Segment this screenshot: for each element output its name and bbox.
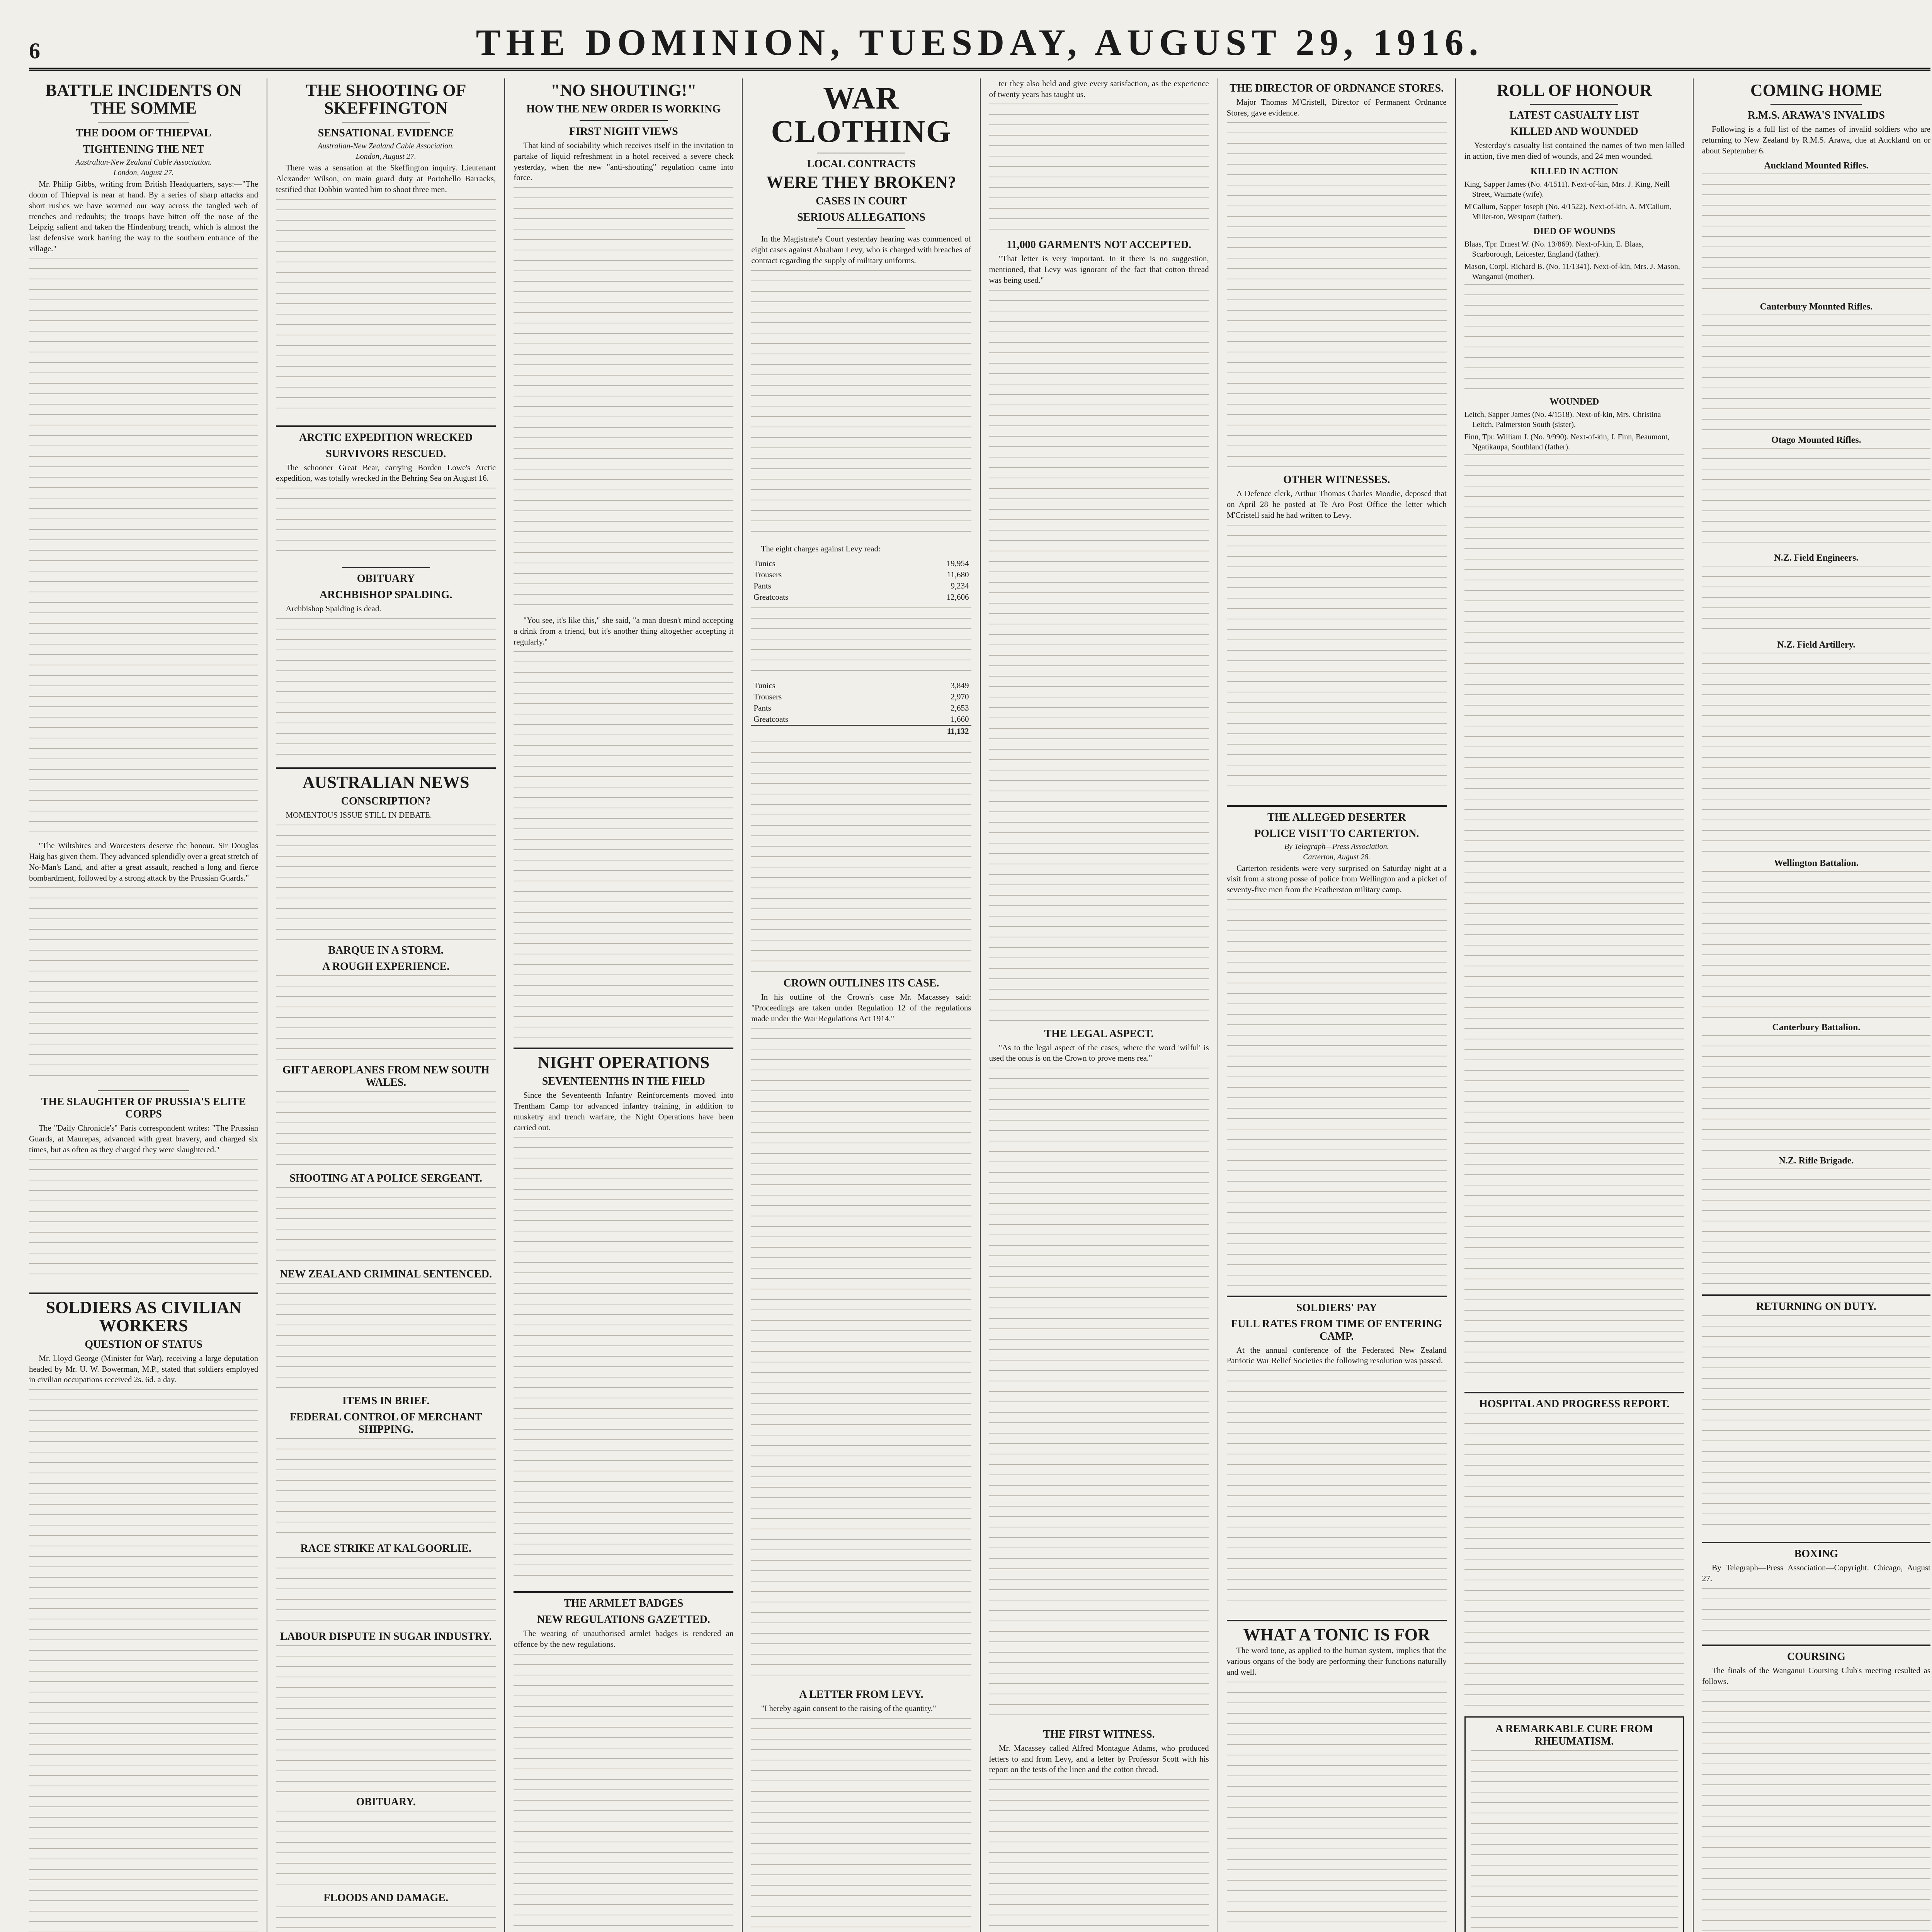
unit-heading: Otago Mounted Rifles. xyxy=(1771,435,1861,446)
article-night-operations xyxy=(514,1048,733,1581)
article-subhead: NEW REGULATIONS GAZETTED. xyxy=(537,1614,710,1626)
article-subhead: A ROUGH EXPERIENCE. xyxy=(322,960,450,973)
unit-heading: N.Z. Field Artillery. xyxy=(1777,640,1855,650)
body-text-block xyxy=(276,1557,496,1627)
roll-list-died xyxy=(1464,239,1684,282)
article-paragraph: Yesterday's casualty list contained the names of two men killed in action, five men died of wounds, and 24 men wounded. xyxy=(1464,141,1684,161)
column-8 xyxy=(1693,78,1930,1932)
table-row xyxy=(751,691,971,702)
article-paragraph: Archbishop Spalding is dead. xyxy=(286,604,381,613)
article-alleged-deserter xyxy=(1227,805,1447,1286)
body-text-block xyxy=(1464,454,1684,1382)
article-soldiers-civilian xyxy=(29,1293,258,1932)
article-subhead: SEVENTEENTHS IN THE FIELD xyxy=(542,1075,705,1088)
body-text-block xyxy=(29,258,258,837)
roll-section-title: KILLED IN ACTION xyxy=(1530,166,1618,177)
article-subhead: FLOODS AND DAMAGE. xyxy=(323,1891,449,1904)
article-subhead: ARCHBISHOP SPALDING. xyxy=(320,588,452,601)
garment-quantity: 19,954 xyxy=(946,559,969,568)
body-text-block xyxy=(276,488,496,557)
article-subhead: SURVIVORS RESCUED. xyxy=(326,447,446,460)
body-text-block xyxy=(276,1438,496,1539)
garment-name: Tunics xyxy=(753,681,776,690)
article-obituary xyxy=(276,567,496,757)
unit-heading: Canterbury Battalion. xyxy=(1772,1022,1861,1033)
divider xyxy=(1464,1392,1684,1393)
table-row xyxy=(751,680,971,691)
body-text-block xyxy=(751,1028,971,1685)
article-subhead: TIGHTENING THE NET xyxy=(83,143,204,156)
article-headline: AUSTRALIAN NEWS xyxy=(302,772,469,792)
body-text-block xyxy=(1227,899,1447,1286)
body-text-block xyxy=(514,1654,733,1932)
article-subhead: 11,000 GARMENTS NOT ACCEPTED. xyxy=(1007,239,1191,251)
list-item: King, Sapper James (No. 4/1511). Next-of-kin, Mrs. J. King, Neill Street, Waimate (wife). xyxy=(1464,180,1670,199)
body-text-block xyxy=(1227,525,1447,795)
garment-quantity: 3,849 xyxy=(951,681,969,690)
body-text-block xyxy=(751,607,971,677)
roll-list-killed xyxy=(1464,179,1684,222)
table-row xyxy=(751,558,971,569)
article-paragraph: Mr. Lloyd George (Minister for War), receiving a large deputation headed by Mr. U. W. Bowerman, M.P., stated that soldiers employed in civilian occupations received 2s. 6d. a day. xyxy=(29,1353,259,1384)
body-text-block xyxy=(1471,1750,1678,1928)
article-subhead: HOSPITAL AND PROGRESS REPORT. xyxy=(1479,1398,1670,1410)
article-subhead: OBITUARY. xyxy=(356,1796,416,1808)
garment-name: Greatcoats xyxy=(753,714,789,724)
garment-name: Pants xyxy=(753,581,771,591)
column-7 xyxy=(1455,78,1693,1932)
article-subhead: ITEMS IN BRIEF. xyxy=(342,1395,430,1407)
article-war-clothing-cont xyxy=(989,78,1209,1932)
article-subhead: BARQUE IN A STORM. xyxy=(328,944,444,956)
article-paragraph: The "Daily Chronicle's" Paris correspondent writes: "The Prussian Guards, at Maurepas, advanced with great bravery, and charged six times, but as often as they charged they were slaughtered." xyxy=(29,1123,259,1154)
article-paragraph: "You see, it's like this," she said, "a man doesn't mind accepting a drink from a friend, but it's another thing altogether accepting it regularly." xyxy=(514,616,734,646)
article-headline: SOLDIERS' PAY xyxy=(1296,1301,1377,1314)
article-paragraph: The schooner Great Bear, carrying Borden Lowe's Arctic expedition, was totally wrecked in the Behring Sea on August 16. xyxy=(276,463,496,483)
body-text-block xyxy=(276,1906,496,1932)
column-6 xyxy=(1218,78,1455,1932)
article-paragraph: Mr. Philip Gibbs, writing from British Headquarters, says:—"The doom of Thiepval is near at hand. By a series of sharp attacks and short rushes we have wormed our way across the tangled web of trenches and redoubts; the troops have bitten off the nose of the Leipzig salient and taken the Hindenburg trench, which is almost the last defensive work barring the way to the southern entrance of the village." xyxy=(29,179,259,253)
article-skeffington xyxy=(276,82,496,415)
article-subhead: NEW ZEALAND CRIMINAL SENTENCED. xyxy=(280,1268,492,1280)
column-5 xyxy=(980,78,1218,1932)
roll-section-title: WOUNDED xyxy=(1549,396,1599,407)
unit-heading: Auckland Mounted Rifles. xyxy=(1764,161,1869,171)
article-headline: COURSING xyxy=(1787,1650,1845,1663)
garment-name: Pants xyxy=(753,703,771,713)
article-paragraph: ter they also held and give every satisfaction, as the experience of twenty years has taught us. xyxy=(989,79,1209,99)
body-text-block xyxy=(1702,653,1930,854)
article-paragraph: The wearing of unauthorised armlet badges is rendered an offence by the new regulations. xyxy=(514,1629,734,1649)
article-paragraph: "As to the legal aspect of the cases, where the word 'wilful' is used the onus is on the Crown to prove mens rea." xyxy=(989,1043,1209,1063)
article-paragraph: "That letter is very important. In it there is no suggestion, mentioned, that Levy was ignorant of the fact that cotton thread was being used." xyxy=(989,254,1209,285)
article-soldiers-pay xyxy=(1227,1296,1447,1610)
table-total-row xyxy=(751,725,971,737)
article-subhead: GIFT AEROPLANES FROM NEW SOUTH WALES. xyxy=(282,1064,490,1088)
newspaper-title: THE DOMINION, TUESDAY, AUGUST 29, 1916. xyxy=(476,22,1484,63)
article-headline: BATTLE INCIDENTS ON THE SOMME xyxy=(45,81,242,118)
body-text-block xyxy=(989,1779,1209,1932)
article-headline: "NO SHOUTING!" xyxy=(550,81,697,100)
body-text-block xyxy=(1464,284,1684,392)
body-text-block xyxy=(1702,1035,1930,1151)
table-row xyxy=(751,580,971,592)
body-text-block xyxy=(514,651,733,1037)
body-text-block xyxy=(29,1159,258,1282)
garment-quantity: 2,970 xyxy=(951,692,969,702)
column-1 xyxy=(29,78,267,1932)
divider xyxy=(276,767,496,769)
article-paragraph: Following is a full list of the names of invalid soldiers who are returning to New Zealand by R.M.S. Arawa, due at Auckland on or about September 6. xyxy=(1702,124,1930,155)
credit-line: Australian-New Zealand Cable Association. xyxy=(318,142,454,151)
article-subhead: R.M.S. ARAWA'S INVALIDS xyxy=(1747,109,1885,122)
body-text-block xyxy=(276,1645,496,1792)
body-text-block xyxy=(1227,122,1447,470)
body-text-block xyxy=(514,187,733,612)
article-war-clothing-cont-2 xyxy=(1227,82,1447,795)
article-hospital-report xyxy=(1464,1392,1684,1706)
divider xyxy=(98,1090,189,1091)
garment-name: Trousers xyxy=(753,692,782,702)
article-headline: BOXING xyxy=(1794,1548,1838,1560)
body-text-block xyxy=(276,1811,496,1888)
article-headline: COMING HOME xyxy=(1750,81,1882,100)
divider xyxy=(342,567,430,568)
body-text-block xyxy=(751,742,971,973)
list-item: Leitch, Sapper James (No. 4/1518). Next-of-kin, Mrs. Christina Leitch, Palmerston South (sister). xyxy=(1464,410,1661,429)
body-text-block xyxy=(989,1068,1209,1725)
article-headline: OBITUARY xyxy=(357,572,415,585)
body-text-block xyxy=(1702,1315,1930,1532)
body-text-block xyxy=(514,1137,733,1581)
garment-table-body xyxy=(751,680,971,725)
article-subhead: RACE STRIKE AT KALGOORLIE. xyxy=(300,1542,471,1554)
article-subhead: THE DIRECTOR OF ORDNANCE STORES. xyxy=(1230,82,1444,94)
article-paragraph: "The Wiltshires and Worcesters deserve the honour. Sir Douglas Haig has given them. They advanced splendidly over a great stretch of No-Man's Land, and after a great assault, reached a long and fierce bombardment, followed by a strong attack by the Prussian Guards." xyxy=(29,841,259,883)
divider xyxy=(514,1591,733,1593)
roll-section-title: DIED OF WOUNDS xyxy=(1533,226,1616,236)
article-armlet-badges xyxy=(514,1591,733,1932)
article-paragraph: Carterton residents were very surprised on Saturday night at a visit from a strong posse of police from Wellington and a picket of seventy-five men from the Featherston military camp. xyxy=(1226,863,1447,895)
article-subhead: FULL RATES FROM TIME OF ENTERING CAMP. xyxy=(1231,1318,1442,1342)
body-text-block xyxy=(276,825,496,940)
column-3 xyxy=(504,78,742,1932)
credit-line: By Telegraph—Press Association. xyxy=(1284,842,1389,851)
unit-heading: N.Z. Field Engineers. xyxy=(1774,553,1859,563)
list-item: Finn, Tpr. William J. (No. 9/990). Next-of-kin, J. Finn, Beaumont, Ngatikaupa, Southland (father). xyxy=(1464,432,1670,451)
divider xyxy=(1227,1620,1447,1621)
divider xyxy=(514,1048,733,1049)
article-subhead: THE DOOM OF THIEPVAL xyxy=(76,127,211,139)
body-text-block xyxy=(751,270,971,541)
unit-heading: N.Z. Rifle Brigade. xyxy=(1779,1156,1854,1166)
body-text-block xyxy=(989,104,1209,235)
unit-heading: Wellington Battalion. xyxy=(1774,858,1859,869)
garment-quantity: 2,653 xyxy=(951,703,969,713)
garment-table-body xyxy=(751,558,971,603)
divider xyxy=(1530,104,1618,105)
columns-grid xyxy=(29,78,1930,1932)
table-row xyxy=(751,714,971,725)
divider xyxy=(1770,104,1862,105)
article-subhead: CASES IN COURT xyxy=(816,195,907,207)
article-subhead: FIRST NIGHT VIEWS xyxy=(569,126,678,138)
body-text-block xyxy=(276,618,496,757)
list-item: Mason, Corpl. Richard B. (No. 11/1341). Next-of-kin, Mrs. J. Mason, Wanganui (mother). xyxy=(1464,262,1680,281)
article-headline: ROLL OF HONOUR xyxy=(1497,81,1652,100)
article-subhead: SERIOUS ALLEGATIONS xyxy=(797,211,925,224)
article-paragraph: At the annual conference of the Federated New Zealand Patriotic War Relief Societies the following resolution was passed. xyxy=(1226,1345,1447,1366)
article-paragraph: The word tone, as applied to the human system, implies that the various organs of the body are performing their functions naturally and well. xyxy=(1226,1646,1447,1677)
article-subhead: CROWN OUTLINES ITS CASE. xyxy=(783,977,939,990)
article-paragraph: "I hereby again consent to the raising of the quantity." xyxy=(761,1704,936,1713)
divider xyxy=(1702,1294,1930,1296)
garment-quantity: 9,234 xyxy=(951,581,969,591)
article-tonic xyxy=(1227,1620,1447,1932)
article-paragraph: A Defence clerk, Arthur Thomas Charles Moodie, deposed that on April 28 he posted at Te Aro Post Office the letter which M'Cristell said he had written to Levy. xyxy=(1226,489,1447,520)
article-paragraph: MOMENTOUS ISSUE STILL IN DEBATE. xyxy=(286,810,432,820)
article-headline-secondary: WERE THEY BROKEN? xyxy=(766,173,956,192)
body-text-block xyxy=(1702,315,1930,430)
article-subhead: SHOOTING AT A POLICE SERGEANT. xyxy=(289,1172,483,1184)
table-row xyxy=(751,592,971,603)
body-text-block xyxy=(989,290,1209,1024)
roll-list-wounded xyxy=(1464,410,1684,452)
list-title: The eight charges against Levy read: xyxy=(761,544,881,553)
dateline: London, August 27. xyxy=(113,168,174,177)
table-total: 11,132 xyxy=(883,725,971,737)
table-row xyxy=(751,702,971,714)
article-subhead: LATEST CASUALTY LIST xyxy=(1509,109,1639,122)
article-boxing xyxy=(1702,1542,1930,1634)
article-paragraph: In the Magistrate's Court yesterday hearing was commenced of eight cases against Abraham Levy, who is charged with breaches of contract regarding the supply of military uniforms. xyxy=(751,234,971,265)
article-headline: SOLDIERS AS CIVILIAN WORKERS xyxy=(46,1298,242,1335)
article-headline: WHAT A TONIC IS FOR xyxy=(1243,1625,1430,1645)
body-text-block xyxy=(1702,448,1930,548)
body-text-block xyxy=(1702,1588,1930,1634)
article-headline: THE SLAUGHTER OF PRUSSIA'S ELITE CORPS xyxy=(41,1096,246,1121)
article-paragraph: In his outline of the Crown's case Mr. Macassey said: "Proceedings are taken under Regulation 12 of the regulations made under the War Regulations Act 1914." xyxy=(751,992,971,1023)
article-coming-home xyxy=(1702,82,1930,1284)
dateline: London, August 27. xyxy=(355,152,416,161)
article-subhead: LOCAL CONTRACTS xyxy=(807,158,916,170)
article-subhead: A LETTER FROM LEVY. xyxy=(799,1689,923,1701)
advert-rheumatism xyxy=(1464,1716,1684,1932)
list-item: M'Callum, Sapper Joseph (No. 4/1522). Next-of-kin, A. M'Callum, Miller-ton, Westport (father). xyxy=(1464,202,1672,221)
article-headline: THE SHOOTING OF SKEFFINGTON xyxy=(305,81,466,118)
divider xyxy=(1227,805,1447,807)
article-headline: WAR CLOTHING xyxy=(771,80,952,149)
body-text-block xyxy=(1227,1370,1447,1610)
divider xyxy=(1227,1296,1447,1297)
page-number: 6 xyxy=(29,38,40,63)
unit-heading: Canterbury Mounted Rifles. xyxy=(1760,302,1873,312)
article-arctic xyxy=(276,425,496,557)
article-war-clothing xyxy=(751,82,971,1932)
garment-name: Greatcoats xyxy=(753,592,789,602)
article-subhead: THE FIRST WITNESS. xyxy=(1043,1728,1155,1741)
garment-quantity: 12,606 xyxy=(946,592,969,602)
article-coursing xyxy=(1702,1645,1930,1932)
article-headline: THE ALLEGED DESERTER xyxy=(1267,811,1406,823)
body-text-block xyxy=(751,1718,971,1932)
credit-line: Australian-New Zealand Cable Association. xyxy=(75,158,212,167)
article-subhead: HOW THE NEW ORDER IS WORKING xyxy=(526,103,721,116)
body-text-block xyxy=(1702,566,1930,635)
body-text-block xyxy=(276,975,496,1060)
body-text-block xyxy=(276,199,496,415)
column-2 xyxy=(267,78,504,1932)
body-text-block xyxy=(276,1187,496,1264)
article-australian-news xyxy=(276,767,496,1932)
body-text-block xyxy=(1227,1682,1447,1932)
advert-headline: A REMARKABLE CURE FROM RHEUMATISM. xyxy=(1495,1723,1653,1747)
article-paragraph: Major Thomas M'Cristell, Director of Permanent Ordnance Stores, gave evidence. xyxy=(1226,97,1447,117)
body-text-block xyxy=(1702,1168,1930,1284)
article-paragraph: Since the Seventeenth Infantry Reinforcements moved into Trentham Camp for advanced infantry training, in addition to musketry and trench warfare, the Night Operations have been carried out. xyxy=(514,1090,734,1132)
body-text-block xyxy=(276,1283,496,1391)
divider xyxy=(580,120,668,121)
article-returning xyxy=(1702,1294,1930,1532)
divider xyxy=(817,228,905,229)
garment-table-2 xyxy=(751,680,971,737)
list-item: Blaas, Tpr. Ernest W. (No. 13/869). Next-of-kin, E. Blaas, Scarborough, Leicester, England (father). xyxy=(1464,240,1644,259)
article-headline: ARCTIC EXPEDITION WRECKED xyxy=(299,431,473,444)
article-subhead: LABOUR DISPUTE IN SUGAR INDUSTRY. xyxy=(280,1630,492,1643)
article-subhead: FEDERAL CONTROL OF MERCHANT SHIPPING. xyxy=(289,1411,482,1435)
body-text-block xyxy=(1702,173,1930,297)
article-headline: NIGHT OPERATIONS xyxy=(537,1053,710,1072)
article-subhead: QUESTION OF STATUS xyxy=(85,1338,202,1350)
garment-quantity: 11,680 xyxy=(947,570,969,580)
article-battle-incidents xyxy=(29,82,258,1080)
article-headline: THE ARMLET BADGES xyxy=(564,1597,684,1610)
article-subhead: KILLED AND WOUNDED xyxy=(1510,126,1638,138)
body-text-block xyxy=(29,887,258,1080)
divider xyxy=(1702,1645,1930,1646)
body-text-block xyxy=(29,1389,258,1932)
divider xyxy=(29,1293,258,1294)
article-paragraph: By Telegraph—Press Association—Copyright. Chicago, August 27. xyxy=(1702,1563,1930,1583)
garment-quantity: 1,660 xyxy=(951,714,969,724)
dateline: Carterton, August 28. xyxy=(1303,852,1371,861)
article-paragraph: That kind of sociability which receives itself in the invitation to partake of liquid refreshment in a hotel received a severe check yesterday, when the new "anti-shouting" regulation came into force. xyxy=(514,141,734,182)
table-row xyxy=(751,569,971,580)
body-text-block xyxy=(1702,871,1930,1018)
article-subhead: THE LEGAL ASPECT. xyxy=(1044,1027,1154,1040)
article-no-shouting xyxy=(514,82,733,1037)
article-subhead: POLICE VISIT TO CARTERTON. xyxy=(1254,827,1419,840)
article-paragraph: There was a sensation at the Skeffington inquiry. Lieutenant Alexander Wilson, on main guard duty at Portobello Barracks, testified that Dobbin wanted him to shoot three men. xyxy=(276,163,496,194)
article-paragraph: Mr. Macassey called Alfred Montague Adams, who produced letters to and from Levy, and a letter by Professor Scott with his report on the tests of the linen and the cotton thread. xyxy=(989,1743,1209,1774)
article-prussia-elite xyxy=(29,1090,258,1282)
article-roll-of-honour xyxy=(1464,82,1684,1382)
garment-name: Trousers xyxy=(753,570,782,580)
article-subhead: CONSCRIPTION? xyxy=(341,795,431,807)
divider xyxy=(276,425,496,427)
body-text-block xyxy=(276,1091,496,1168)
column-4 xyxy=(742,78,980,1932)
article-subhead: OTHER WITNESSES. xyxy=(1283,474,1390,486)
body-text-block xyxy=(1464,1413,1684,1706)
table-cell xyxy=(751,725,883,737)
garment-name: Tunics xyxy=(753,559,776,568)
garment-table xyxy=(751,558,971,603)
article-subhead: SENSATIONAL EVIDENCE xyxy=(318,127,454,139)
body-text-block xyxy=(1702,1690,1930,1932)
divider xyxy=(1702,1542,1930,1543)
article-headline: RETURNING ON DUTY. xyxy=(1756,1301,1876,1313)
masthead xyxy=(29,21,1930,71)
article-paragraph: The finals of the Wanganui Coursing Club's meeting resulted as follows. xyxy=(1702,1665,1930,1686)
